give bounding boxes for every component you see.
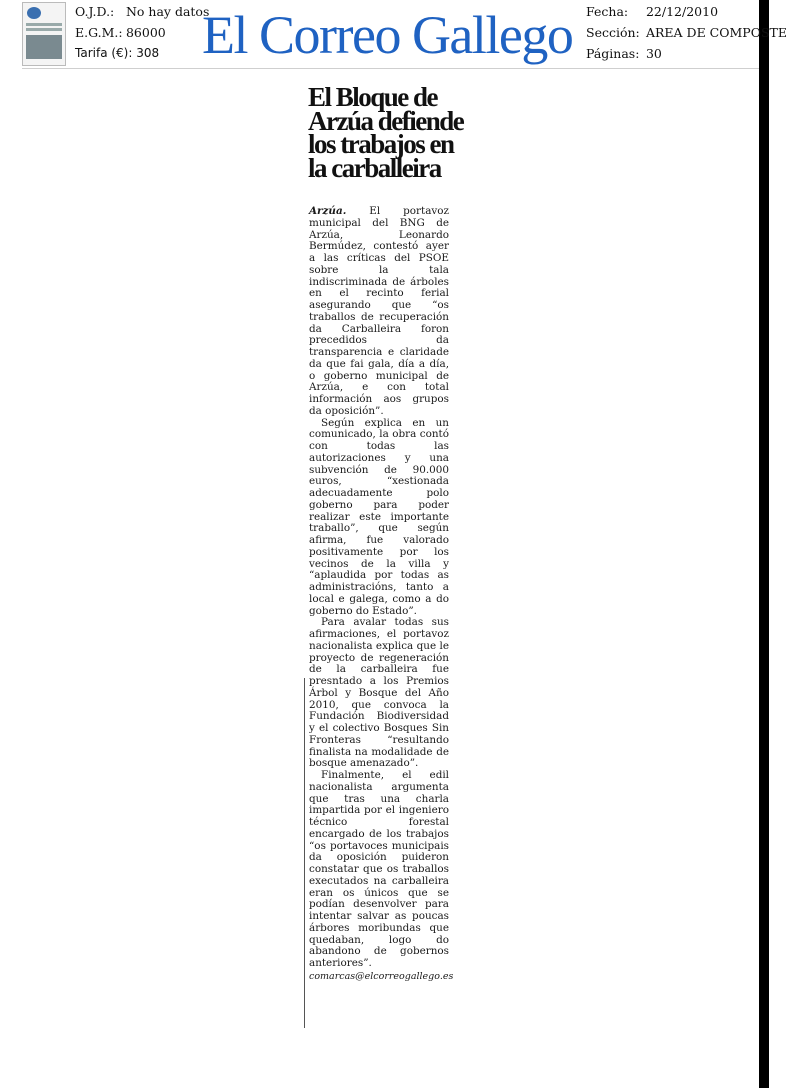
- dateline: Arzúa.: [309, 205, 347, 217]
- paginas-label: Páginas:: [586, 46, 640, 61]
- page-edge-bar: [759, 0, 769, 1088]
- seccion-row: [586, 22, 787, 43]
- paginas-value: 30: [645, 46, 662, 61]
- article-headline: El Bloque de Arzúa defiende los trabajos en la carballeira: [308, 82, 464, 183]
- paragraph-4: Finalmente, el edil nacionalista argumenta que tras una charla impartida por el ingeniero técnico forestal encargado de los trabajos “os portavoces municipais da oposición puideron constatar que os traballos executados na carballeira eran os únicos que se podían desenvolver para intentar salvar as poucas árbores moribundas que quedaban, logo do abandono de gobernos anteriores”.: [309, 769, 449, 969]
- paragraph-1-text: El portavoz municipal del BNG de Arzúa, Leonardo Bermúdez, contestó ayer a las críticas del PSOE sobre la tala indiscriminada de árboles en el recinto ferial asegurando que “os traballos de recuperación da Carballeira foron precedidos da transparencia e claridade da que fai gala, día a día, o goberno municipal de Arzúa, e con total información aos grupos da oposición”.: [309, 205, 449, 417]
- tarifa-value: 308: [136, 46, 160, 60]
- ojd-label: O.J.D.:: [75, 4, 115, 19]
- audience-info: [75, 1, 209, 64]
- thumbnail-logo-icon: [27, 7, 41, 19]
- egm-value: 86000: [125, 25, 166, 40]
- page-thumbnail: [22, 2, 66, 66]
- paginas-row: [586, 43, 787, 64]
- paragraph-1: [309, 206, 449, 418]
- article-body: [309, 205, 454, 983]
- contact-email: comarcas@elcorreogallego.es: [309, 970, 454, 982]
- egm-label: E.G.M.:: [75, 25, 123, 40]
- egm-row: [75, 22, 209, 43]
- thumbnail-photo: [26, 35, 62, 59]
- thumbnail-text-line: [26, 23, 62, 26]
- thumbnail-text-line: [26, 28, 62, 31]
- margin-rule: [304, 678, 305, 1028]
- paragraph-2: Según explica en un comunicado, la obra contó con todas las autorizaciones y una subvención de 90.000 euros, “xestionada adecuadamente polo goberno para poder realizar este importante traballo”, que según afirma, fue valorado positivamente por los vecinos de la villa y “aplaudida por todas as administracións, tanto a local e galega, como a do goberno do Estado”.: [309, 416, 449, 617]
- seccion-label: Sección:: [586, 25, 640, 40]
- header-divider: [22, 68, 759, 69]
- publication-info: [586, 1, 787, 64]
- paragraph-3: Para avalar todas sus afirmaciones, el portavoz nacionalista explica que le proyecto de regeneración de la carballeira fue presntado a los Premios Árbol y Bosque del Año 2010, que convoca la Fundación Biodiversidad y el colectivo Bosques Sin Fronteras “resultando finalista na modalidade de bosque amenazado”.: [309, 616, 449, 770]
- newspaper-masthead: El Correo Gallego: [202, 5, 573, 65]
- seccion-value: AREA DE COMPOSTE: [645, 25, 787, 40]
- ojd-value: No hay datos: [125, 4, 210, 19]
- tarifa-row: [75, 43, 209, 64]
- fecha-value: 22/12/2010: [645, 4, 719, 19]
- ojd-row: [75, 1, 209, 22]
- fecha-label: Fecha:: [586, 4, 629, 19]
- fecha-row: [586, 1, 787, 22]
- tarifa-label: Tarifa (€):: [75, 46, 133, 60]
